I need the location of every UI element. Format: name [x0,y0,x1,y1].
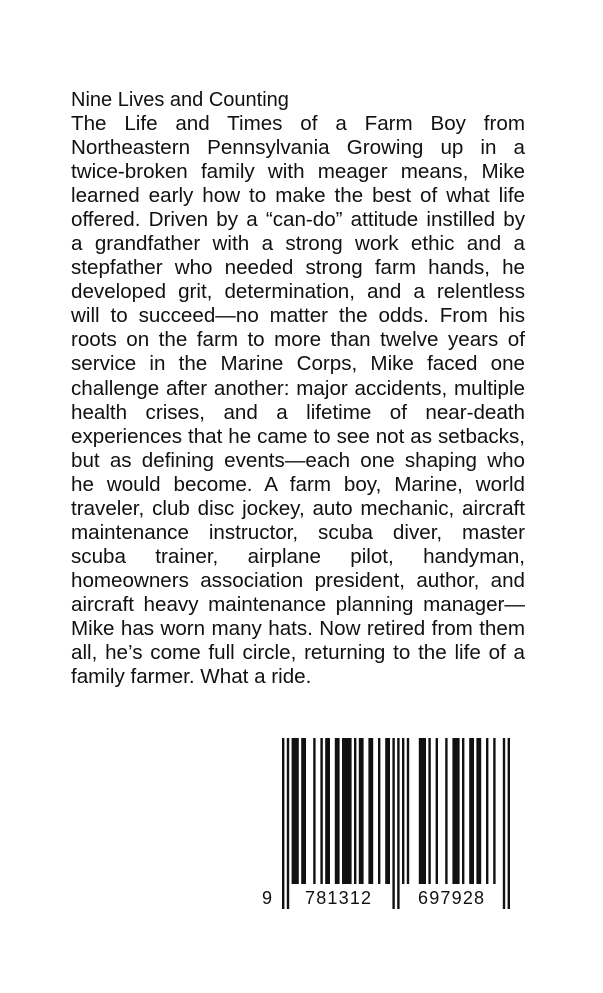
barcode-bar [476,738,481,884]
barcode-bar [335,738,340,884]
barcode-bar [368,738,373,884]
barcode-bar [445,738,447,884]
barcode-bar [325,738,330,884]
barcode-guard-bar [508,738,510,909]
barcode-guard-bar [503,738,505,909]
barcode-bars [258,738,534,914]
barcode-bar [354,738,356,884]
barcode-guard-bar [397,738,399,909]
barcode-bar [436,738,438,884]
barcode-bar [385,738,390,884]
barcode-bar [452,738,459,884]
barcode-bar [320,738,322,884]
barcode-bar [292,738,299,884]
barcode-bar [378,738,380,884]
barcode-bar [359,738,364,884]
barcode-bar [469,738,474,884]
barcode-bar [486,738,488,884]
barcode-bar [419,738,426,884]
barcode-left-digits: 781312 [305,888,373,908]
barcode-guard-bar [282,738,284,909]
barcode-bar [493,738,495,884]
book-title: Nine Lives and Counting [71,89,289,111]
barcode-right-digits: 697928 [418,888,486,908]
barcode-bar [462,738,464,884]
barcode-bar [402,738,404,884]
barcode-bar [342,738,352,884]
barcode-bar [313,738,315,884]
barcode-bar [301,738,306,884]
isbn-barcode [258,738,534,914]
barcode-bar [407,738,409,884]
book-description: The Life and Times of a Farm Boy from Northeastern Pennsylvania Growing up in a twice-broken family with meager means, Mike learned early how to make the best of what life offered. Driven by a “can-do” attitude instilled by a grandfather with a strong work ethic and a stepfather who needed strong farm hands, he developed grit, determination, and a relentless will to succeed—no matter the odds. From his roots on the farm to more than twelve years of service in the Marine Corps, Mike faced one challenge after another: major accidents, multiple health crises, and a lifetime of near-death experiences that he came to see not as setbacks, but as defining events—each one shaping who he would become. A farm boy, Marine, world traveler, club disc jockey, auto mechanic, aircraft maintenance instructor, scuba diver, master scuba trainer, airplane pilot, handyman, homeowners association president, author, and aircraft heavy maintenance planning manager—Mike has worn many hats. Now retired from them all, he’s come full circle, returning to the life of a family farmer. What a ride. [71,112,525,689]
barcode-first-digit: 9 [262,888,274,908]
barcode-guard-bar [287,738,289,909]
barcode-bar [428,738,430,884]
barcode-guard-bar [392,738,394,909]
